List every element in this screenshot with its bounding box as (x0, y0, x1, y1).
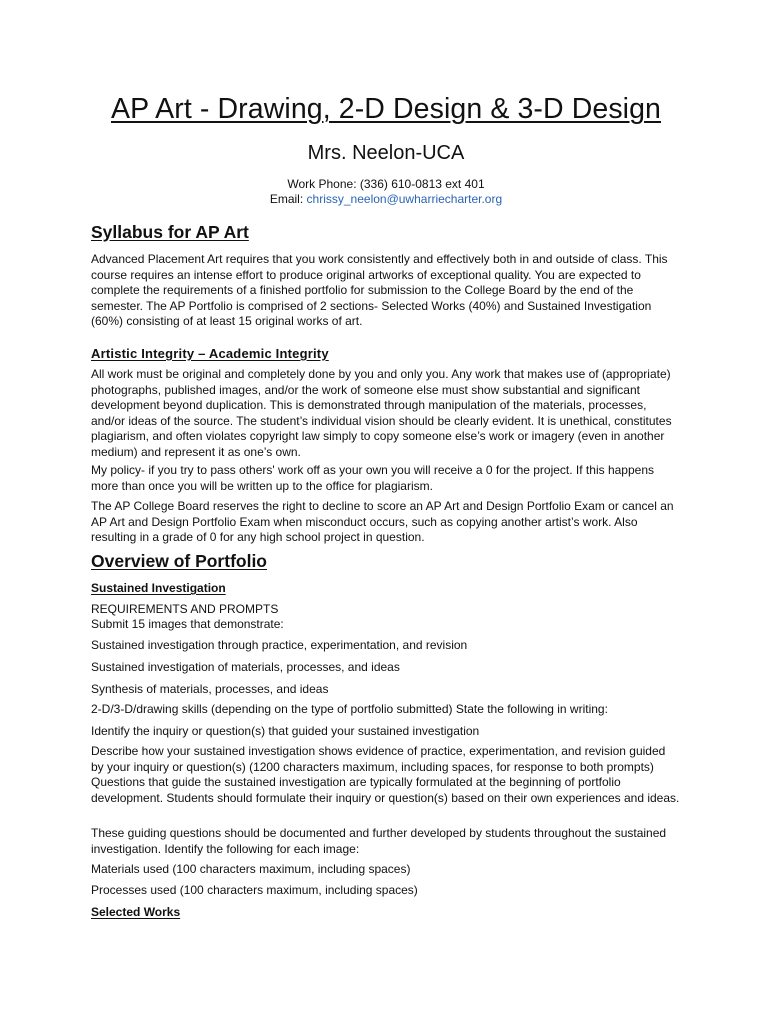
email-link[interactable]: chrissy_neelon@uwharriecharter.org (306, 192, 503, 206)
list-item: Synthesis of materials, processes, and ideas (91, 682, 329, 696)
teacher-name: Mrs. Neelon-UCA (307, 142, 465, 164)
sustained-investigation-heading: Sustained Investigation (91, 581, 226, 595)
guiding-paragraph: These guiding questions should be documented and further developed by students throughout the sustained investigation. Identify the following for each image: (91, 826, 667, 856)
integrity-heading: Artistic Integrity – Academic Integrity (91, 346, 329, 361)
materials-line: Materials used (100 characters maximum, including spaces) (91, 862, 411, 876)
overview-heading: Overview of Portfolio (91, 551, 267, 571)
list-item: 2-D/3-D/drawing skills (depending on the type of portfolio submitted) State the following in writing: (91, 702, 608, 716)
syllabus-intro: Advanced Placement Art requires that you work consistently and effectively both in and outside of class. This course requires an intense effort to produce original artworks of exceptional quality. You are expected to complete the requirements of a finished portfolio for submission to the College Board by the end of the semester. The AP Portfolio is comprised of 2 sections- Selected Works (40%) and Sustained Investigation (60%) consisting of at least 15 original works of art. (91, 252, 668, 328)
selected-works-heading: Selected Works (91, 905, 181, 919)
work-phone: Work Phone: (336) 610-0813 ext 401 (287, 177, 485, 191)
submit-line: Submit 15 images that demonstrate: (91, 617, 284, 631)
document-title: AP Art - Drawing, 2-D Design & 3-D Design (110, 93, 662, 125)
email-label: Email: (269, 192, 307, 206)
processes-line: Processes used (100 characters maximum, including spaces) (91, 883, 418, 897)
list-item: Identify the inquiry or question(s) that guided your sustained investigation (91, 724, 480, 738)
integrity-paragraph-2: My policy- if you try to pass others' work off as your own you will receive a 0 for the project. If this happens more than once you will be written up to the office for plagiarism. (91, 463, 654, 493)
requirements-line: REQUIREMENTS AND PROMPTS (91, 602, 279, 616)
list-item: Sustained investigation through practice, experimentation, and revision (91, 638, 468, 652)
email-line (91, 192, 681, 206)
syllabus-heading: Syllabus for AP Art (91, 222, 249, 242)
describe-paragraph: Describe how your sustained investigation shows evidence of practice, experimentation, and revision guided by your inquiry or question(s) (1200 characters maximum, including spaces, for response to both prompts) Questions that guide the sustained investigation are typically formulated at the beginning of portfolio development. Students should formulate their inquiry or question(s) based on their own experiences and ideas. (91, 744, 680, 805)
integrity-paragraph-3: The AP College Board reserves the right to decline to score an AP Art and Design Portfolio Exam or cancel an AP Art and Design Portfolio Exam when misconduct occurs, such as copying another artist’s work. Also resulting in a grade of 0 for any high school project in question. (91, 499, 674, 544)
list-item: Sustained investigation of materials, processes, and ideas (91, 660, 400, 674)
integrity-paragraph-1: All work must be original and completely done by you and only you. Any work that makes use of (appropriate) photographs, published images, and/or the work of someone else must show substantial and significant development beyond duplication. This is demonstrated through manipulation of the materials, processes, and/or ideas of the source. The student’s individual vision should be clearly evident. It is unethical, constitutes plagiarism, and often violates copyright law simply to copy someone else’s work or imagery (even in another medium) and represent it as one’s own. (91, 367, 672, 459)
